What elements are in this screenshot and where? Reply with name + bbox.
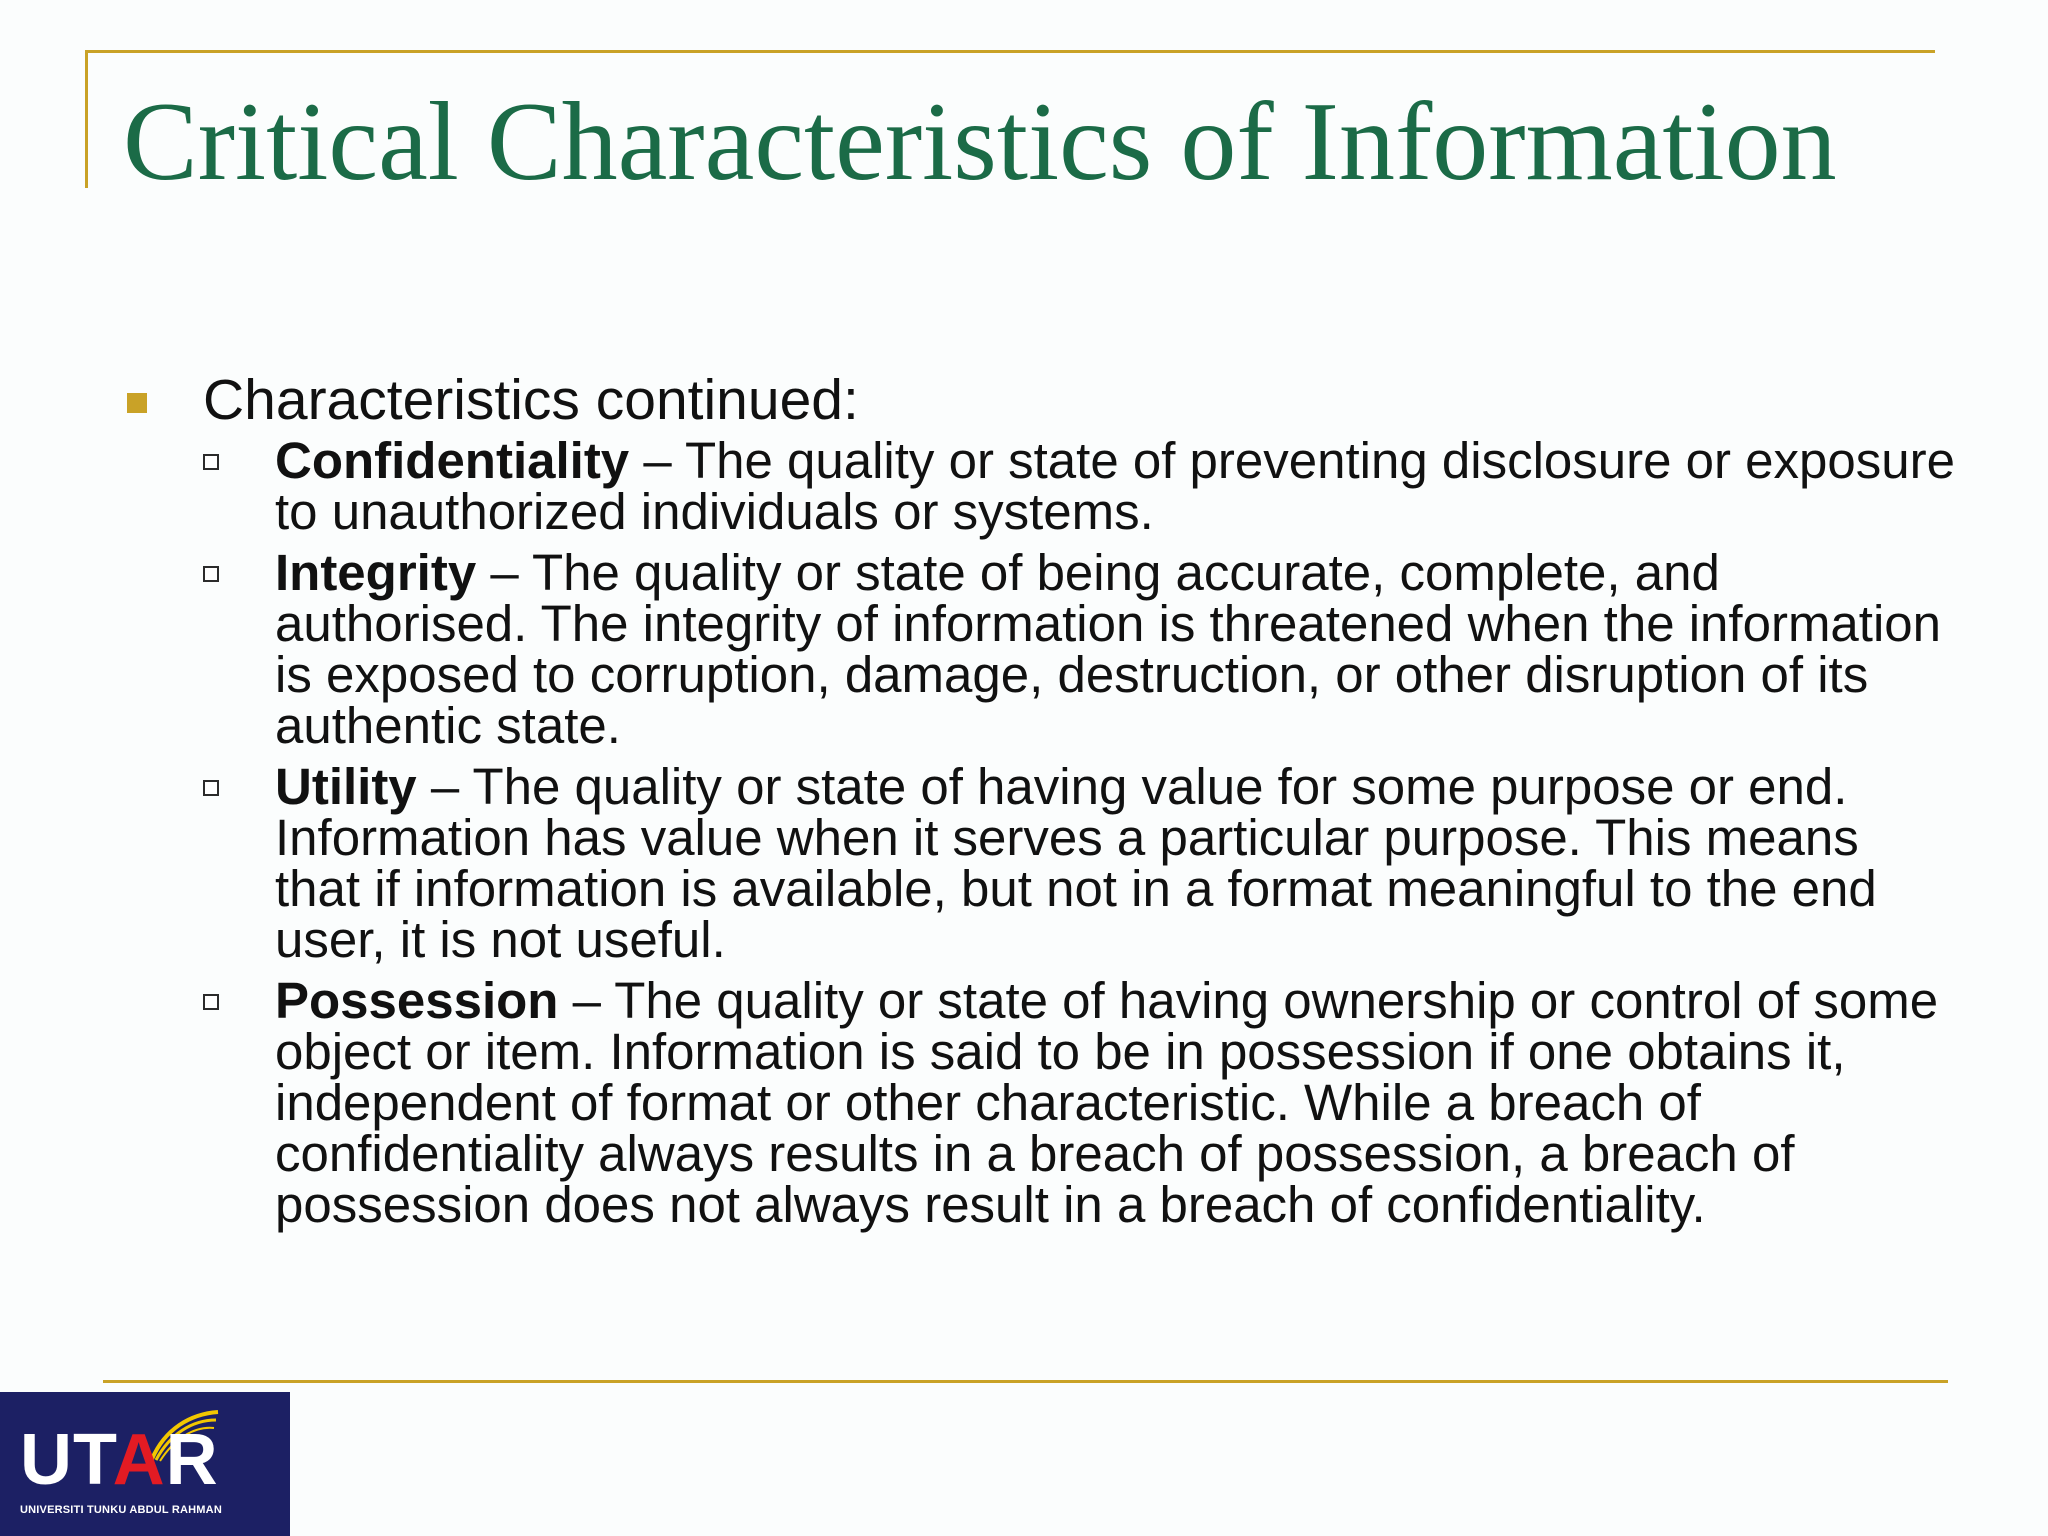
bullet-level1 (125, 368, 1955, 433)
item-description: – The quality or state of having value for some purpose or end. Information has value when it serves a particular purpose. This means that if information is available, but not in a format meaningful to the end user, it is not useful. (275, 758, 1877, 968)
item-description: – The quality or state of being accurate, complete, and authorised. The integrity of information is threatened when the information is exposed to corruption, damage, destruction, or other disruption of its authentic state. (275, 544, 1942, 754)
utar-logo (0, 1392, 290, 1536)
square-bullet-icon (127, 393, 147, 413)
list-item-confidentiality (125, 432, 1955, 540)
list-item-possession (125, 972, 1955, 1233)
logo-wordmark (20, 1420, 219, 1500)
bottom-divider (103, 1380, 1948, 1383)
slide-title: Critical Characteristics of Information (123, 80, 1837, 204)
box-bullet-icon (203, 994, 219, 1010)
list-item-integrity (125, 544, 1955, 754)
logo-tagline: UNIVERSITI TUNKU ABDUL RAHMAN (20, 1504, 222, 1516)
box-bullet-icon (203, 780, 219, 796)
item-term: Possession (275, 972, 559, 1029)
item-term: Utility (275, 758, 417, 815)
logo-wordmark-accent: A (112, 1420, 166, 1500)
item-term: Confidentiality (275, 432, 630, 489)
characteristics-list (125, 432, 1955, 1233)
logo-wordmark-part: R (165, 1420, 219, 1500)
logo-wordmark-part: UT (20, 1420, 113, 1500)
list-item-utility (125, 758, 1955, 968)
box-bullet-icon (203, 454, 219, 470)
item-description: – The quality or state of having ownership or control of some object or item. Information is said to be in possession if one obtains it, independent of format or other characteristic. While a breach of confidentiality always results in a breach of possession, a breach of possession does not always result in a breach of confidentiality. (275, 972, 1939, 1233)
item-description: – The quality or state of preventing disclosure or exposure to unauthorized individuals or systems. (275, 432, 1955, 540)
left-accent-rule (85, 50, 88, 188)
box-bullet-icon (203, 566, 219, 582)
top-divider (85, 50, 1935, 53)
item-term: Integrity (275, 544, 477, 601)
slide-body (125, 368, 1955, 1240)
intro-text: Characteristics continued: (203, 368, 859, 432)
